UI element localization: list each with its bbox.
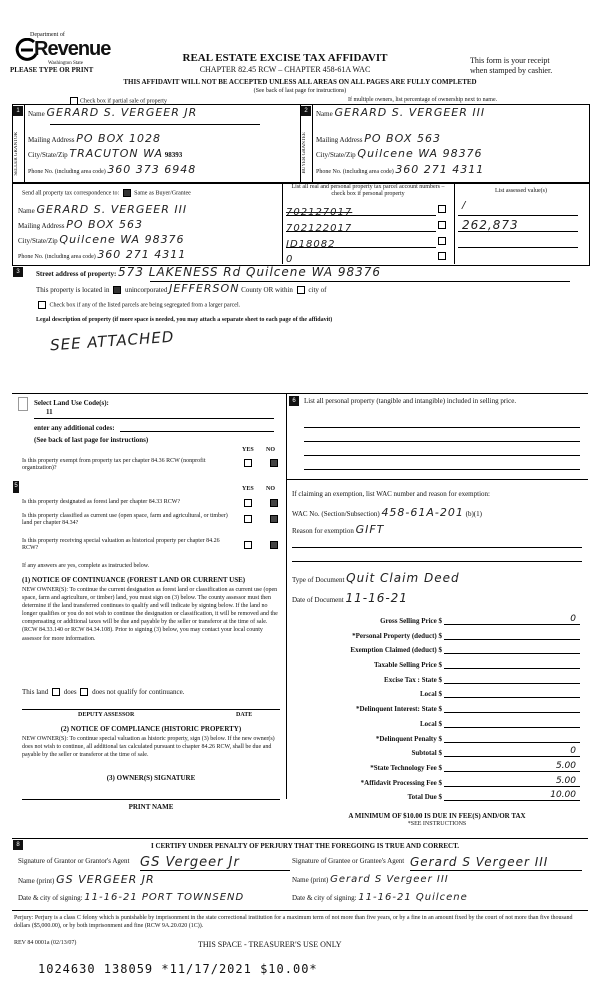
corr-name-field[interactable]: GERARD S. VERGEER III — [36, 203, 188, 216]
fee-value[interactable] — [444, 658, 580, 669]
corr-phone-field[interactable]: 360 271 4311 — [97, 248, 187, 261]
exempt-yes-checkbox[interactable] — [244, 459, 252, 467]
parcel-number[interactable]: 702122017 — [286, 223, 353, 234]
fee-value[interactable] — [444, 643, 580, 654]
wac-field[interactable]: 458-61A-201 — [381, 506, 464, 519]
seller-city-field[interactable]: TRACUTON WA — [69, 147, 163, 160]
parcels-label: List all real and personal property tax parcel account numbers – check box if personal property — [291, 184, 445, 197]
segregated-row — [36, 301, 240, 309]
fee-label: *Delinquent Interest: State $ — [355, 705, 442, 714]
personal-property-checkbox[interactable] — [438, 237, 446, 245]
segregated-label: Check box if any of the listed parcels are being segregated from a larger parcel. — [49, 302, 241, 309]
buyer-phone-label: Phone No. (including area code) — [316, 169, 394, 175]
corr-phone-row — [18, 248, 187, 261]
fee-row — [292, 687, 582, 702]
assessed-value-mark: / — [462, 200, 467, 211]
qualify-label: qualify for continuance. — [117, 688, 185, 696]
perjury-notice: Perjury: Perjury is a class C felony which is punishable by imprisonment in the state correctional institution for a maximum term of not more than five years, or by a fine in an amount fixed by the court of not more than five thousand dollars ($5,000.00), or by both imprisonment and fine (RCW 9A.20.020 (1C)). — [14, 915, 573, 929]
see-instructions: *SEE INSTRUCTIONS — [407, 821, 467, 827]
current-use-no-checkbox[interactable] — [270, 515, 278, 523]
parcel-number[interactable]: ID18082 — [286, 239, 336, 250]
landuse-yes-header: YES — [242, 447, 254, 453]
notice-continuance-body: NEW OWNER(S): To continue the current designation as forest land or classification as current use (open space, farm and agriculture, or timber) land, you must sign on (3) below. The county assessor must then determine if the land transferred continues to qualify and will indicate by signing below. If the land no longer qualifies or you do not wish to continue the designation or classification, it will be removed and the compensating or additional taxes will be due and payable by the seller or transferor at the time of sale. (RCW 84.33.140 or RCW 84.34.108). Prior to signing (3) below, you may contact your local county assessor for more information. — [22, 587, 278, 642]
forest-question: Is this property designated as forest land per chapter 84.33 RCW? — [22, 499, 181, 505]
fee-value[interactable] — [444, 732, 580, 743]
corr-city-row — [18, 233, 185, 246]
corr-name-label: Name — [18, 207, 35, 215]
exempt-question: Is this property exempt from property tax per chapter 84.36 RCW (nonprofit organization)? — [22, 458, 206, 471]
seller-phone-field[interactable]: 360 373 6948 — [107, 163, 197, 176]
landuse-no-header: NO — [266, 447, 275, 453]
grantee-date-field[interactable]: 11-16-21 Quilcene — [358, 892, 468, 903]
seller-name-row — [28, 106, 296, 119]
does-label: does — [63, 688, 77, 696]
notice-compliance-body: NEW OWNER(S): To continue special valuation as historic property, sign (3) below. If the new owner(s) does not wish to continue, all additional tax calculated pursuant to chapter 84.26 RCW, shall be due and payable by the seller or transferor at the time of sale. — [22, 736, 275, 758]
fee-value[interactable]: 0 — [444, 746, 580, 757]
grantor-date-row — [18, 894, 244, 902]
fee-label: *Affidavit Processing Fee $ — [360, 778, 442, 787]
receipt-note-2: when stamped by cashier. — [470, 66, 553, 75]
corr-name-row — [18, 203, 188, 216]
same-as-buyer-checkbox[interactable] — [123, 189, 131, 197]
fee-label: Subtotal $ — [411, 749, 442, 758]
fee-label: *State Technology Fee $ — [370, 763, 442, 772]
unincorporated-label: unincorporated — [124, 286, 168, 294]
assessed-label: List assessed value(s) — [495, 188, 547, 194]
fee-row — [292, 790, 582, 805]
fee-table — [292, 614, 582, 805]
corr-city-field[interactable]: Quilcene WA 98376 — [59, 233, 185, 246]
grantor-date-field[interactable]: 11-16-21 PORT TOWNSEND — [84, 892, 245, 903]
section-6-badge: 6 — [289, 396, 299, 406]
grantor-date-label: Date & city of signing: — [18, 894, 83, 902]
cashier-stamp: 1024630 138059 *11/17/2021 $10.00* — [38, 962, 318, 976]
fee-value[interactable] — [444, 702, 580, 713]
does-checkbox[interactable] — [52, 688, 60, 696]
current-use-question: Is this property classified as current use (open space, farm and agricultural, or timber) land per chapter 84.34? — [22, 513, 228, 526]
grantee-name-row — [292, 876, 449, 884]
corr-addr-label: Mailing Address — [18, 222, 65, 230]
parcel-number[interactable]: 702127017 — [286, 207, 353, 218]
receipt-note-1: This form is your receipt — [470, 56, 550, 65]
sec5-no-header: NO — [266, 486, 275, 492]
seeback-text: (See back of last page for instructions) — [253, 88, 347, 94]
certify-statement: I CERTIFY UNDER PENALTY OF PERJURY THAT THE FOREGOING IS TRUE AND CORRECT. — [150, 842, 459, 850]
doctype-label: Type of Document — [292, 576, 345, 584]
deputy-assessor-label: DEPUTY ASSESSOR — [78, 712, 135, 718]
this-land-label: This land — [22, 688, 49, 696]
does-not-checkbox[interactable] — [80, 688, 88, 696]
fee-row — [292, 776, 582, 791]
county-label: County OR within — [241, 286, 293, 294]
buyer-addr-row — [316, 132, 441, 145]
please-type-label: PLEASE TYPE OR PRINT — [10, 66, 94, 74]
wac-sub-field[interactable]: (b)(1) — [465, 510, 482, 518]
buyer-city-field[interactable]: Quilcene WA 98376 — [357, 147, 483, 160]
fee-row — [292, 761, 582, 776]
fee-value[interactable]: 5.00 — [444, 761, 580, 772]
fee-value[interactable] — [444, 717, 580, 728]
fee-value[interactable] — [444, 673, 580, 684]
grantee-sig-label: Signature of Grantee or Grantee's Agent — [292, 857, 405, 865]
fee-row — [292, 673, 582, 688]
personal-property-label: List all personal property (tangible and intangible) included in selling price. — [304, 397, 517, 405]
seller-addr-row — [28, 132, 161, 145]
buyer-phone-field[interactable]: 360 271 4311 — [395, 163, 485, 176]
exempt-no-checkbox[interactable] — [270, 459, 278, 467]
section-4-marker — [18, 397, 28, 411]
partial-sale-label: Check box if partial sale of property — [80, 98, 167, 105]
personal-property-checkbox[interactable] — [438, 205, 446, 213]
seller-zip-field[interactable]: 98393 — [164, 151, 183, 159]
fee-value[interactable] — [444, 687, 580, 698]
does-not-label: does not — [92, 688, 116, 696]
corr-city-label: City/State/Zip — [18, 237, 58, 245]
historic-yes-checkbox[interactable] — [244, 541, 252, 549]
assessed-value[interactable]: 262,873 — [462, 218, 519, 232]
reason-label: Reason for exemption — [292, 527, 354, 535]
buyer-name-field[interactable]: GERARD S. VERGEER III — [334, 106, 486, 119]
notice-continuance-title: (1) NOTICE OF CONTINUANCE (FOREST LAND OR CURRENT USE) — [22, 576, 246, 584]
buyer-phone-row — [316, 163, 485, 176]
fee-label: Excise Tax : State $ — [384, 675, 442, 684]
corr-addr-row — [18, 218, 143, 231]
grantee-date-row — [292, 894, 468, 902]
section-8-badge: 8 — [13, 840, 23, 850]
grantee-signature[interactable]: Gerard S Vergeer III — [410, 855, 549, 869]
form-chapter: CHAPTER 82.45 RCW – CHAPTER 458-61A WAC — [199, 65, 371, 74]
fee-label: Taxable Selling Price $ — [374, 661, 442, 670]
docdate-field[interactable]: 11-16-21 — [345, 591, 408, 605]
buyer-name-row — [316, 106, 584, 119]
parcel-row — [286, 234, 452, 248]
section-5-badge: 5 — [13, 481, 19, 493]
grantee-date-label: Date & city of signing: — [292, 894, 357, 902]
fee-row — [292, 614, 582, 629]
dept-label: Department of — [30, 32, 65, 38]
located-label: This property is located in — [36, 286, 110, 294]
grantor-name-row — [18, 873, 155, 886]
notice-compliance-title: (2) NOTICE OF COMPLIANCE (HISTORIC PROPERTY) — [60, 725, 242, 733]
grantor-signature[interactable]: GS Vergeer Jr — [140, 855, 240, 870]
landuse-seeback: (See back of last page for instructions) — [34, 436, 149, 444]
section-2-badge: 2 — [301, 106, 311, 116]
docdate-row — [292, 591, 408, 605]
sec5-yes-header: YES — [242, 486, 254, 492]
fee-row — [292, 732, 582, 747]
parcel-row — [286, 249, 452, 263]
street-label: Street address of property: — [36, 270, 117, 278]
corr-phone-label: Phone No. (including area code) — [18, 254, 96, 260]
fee-label: Local $ — [420, 719, 442, 728]
fee-label: *Personal Property (deduct) $ — [352, 631, 442, 640]
grantee-name-field[interactable]: Gerard S Vergeer III — [330, 874, 449, 885]
landuse-code[interactable]: 11 — [46, 408, 53, 416]
buyer-city-label: City/State/Zip — [316, 151, 356, 159]
city-of-label: city of — [308, 286, 327, 294]
seller-city-row — [28, 147, 183, 160]
forest-no-checkbox[interactable] — [270, 499, 278, 507]
street-field[interactable]: 573 LAKENESS Rd Quilcene WA 98376 — [118, 265, 382, 279]
wac-label: WAC No. (Section/Subsection) — [292, 510, 380, 518]
reason-row — [292, 523, 385, 536]
buyer-addr-label: Mailing Address — [316, 136, 363, 144]
continuance-row — [22, 688, 184, 696]
exemption-instruction: If claiming an exemption, list WAC number and reason for exemption: — [292, 490, 490, 498]
same-as-buyer-label: Same as Buyer/Grantee — [134, 190, 191, 197]
grantor-name-label: Name (print) — [18, 877, 55, 885]
fee-label: Total Due $ — [407, 793, 442, 802]
street-row — [36, 265, 382, 279]
buyer-side-label: BUYER GRANTEE — [302, 132, 307, 174]
section-1-badge: 1 — [13, 106, 23, 116]
parcel-row — [286, 218, 452, 232]
legal-description-field[interactable]: SEE ATTACHED — [49, 327, 175, 355]
multiple-owners-note: If multiple owners, list percentage of ownership next to name. — [348, 97, 498, 103]
fee-value[interactable]: 0 — [444, 614, 580, 625]
fee-row — [292, 746, 582, 761]
city-checkbox[interactable] — [297, 286, 305, 294]
correspondence-label: Send all property tax correspondence to: — [22, 190, 120, 197]
fee-row — [292, 643, 582, 658]
landuse-label: Select Land Use Code(s): — [34, 399, 109, 407]
fee-label: Exemption Claimed (deduct) $ — [350, 646, 442, 655]
fee-row — [292, 629, 582, 644]
form-title: REAL ESTATE EXCISE TAX AFFIDAVIT — [182, 52, 388, 64]
seller-phone-row — [28, 163, 197, 176]
grantee-name-label: Name (print) — [292, 876, 329, 884]
personal-property-checkbox[interactable] — [438, 252, 446, 260]
fee-label: Local $ — [420, 690, 442, 699]
parcel-number[interactable]: 0 — [286, 254, 294, 265]
revenue-wordmark: Revenue — [34, 38, 111, 60]
located-row — [36, 282, 327, 295]
warning-text: THIS AFFIDAVIT WILL NOT BE ACCEPTED UNLESS ALL AREAS ON ALL PAGES ARE FULLY COMPLETED — [123, 78, 477, 86]
unincorporated-checkbox[interactable] — [113, 286, 121, 294]
seller-city-label: City/State/Zip — [28, 151, 68, 159]
wac-row — [292, 506, 482, 519]
forest-yes-checkbox[interactable] — [244, 499, 252, 507]
fee-row — [292, 717, 582, 732]
personal-property-checkbox[interactable] — [438, 221, 446, 229]
if-any-yes: If any answers are yes, complete as instructed below. — [22, 563, 150, 569]
fee-label: Gross Selling Price $ — [380, 617, 442, 625]
seller-phone-label: Phone No. (including area code) — [28, 169, 106, 175]
fee-value[interactable]: 10.00 — [444, 790, 580, 801]
owner-signature-label: (3) OWNER(S) SIGNATURE — [106, 774, 196, 782]
legal-description-label: Legal description of property (if more space is needed, you may attach a separate sheet to each page of the affidavit) — [36, 317, 333, 323]
buyer-name-label: Name — [316, 110, 333, 118]
rev-number: REV 84 0001a (02/13/07) — [14, 940, 77, 946]
fee-row — [292, 658, 582, 673]
seller-addr-field[interactable]: PO BOX 1028 — [76, 132, 161, 145]
seller-name-field[interactable]: GERARD S. VERGEER JR — [46, 106, 198, 119]
current-use-yes-checkbox[interactable] — [244, 515, 252, 523]
additional-codes-label: enter any additional codes: — [34, 424, 115, 432]
docdate-label: Date of Document — [292, 596, 344, 604]
historic-no-checkbox[interactable] — [270, 541, 278, 549]
correspondence-label-row — [22, 189, 191, 197]
doctype-field[interactable]: Quit Claim Deed — [346, 571, 460, 585]
seller-side-label: SELLER GRANTOR — [14, 132, 19, 176]
print-name-label: PRINT NAME — [128, 803, 174, 811]
fee-row — [292, 702, 582, 717]
doctype-row — [292, 571, 460, 585]
fee-value[interactable]: 5.00 — [444, 776, 580, 787]
grantor-sig-label: Signature of Grantor or Grantor's Agent — [18, 857, 130, 865]
buyer-addr-field[interactable]: PO BOX 563 — [364, 132, 441, 145]
county-field[interactable]: JEFFERSON — [169, 282, 240, 295]
buyer-city-row — [316, 147, 483, 160]
treasurer-use: THIS SPACE - TREASURER'S USE ONLY — [198, 940, 342, 949]
deputy-date-label: DATE — [236, 712, 253, 718]
parcel-row — [286, 202, 452, 216]
seller-addr-label: Mailing Address — [28, 136, 75, 144]
corr-addr-field[interactable]: PO BOX 563 — [66, 218, 143, 231]
section-3-badge: 3 — [13, 267, 23, 277]
state-label: Washington State — [48, 61, 84, 66]
reason-field[interactable]: GIFT — [355, 523, 385, 536]
fee-value[interactable] — [444, 629, 580, 640]
historic-question: Is this property receiving special valuation as historical property per chapter 84.26 RCW? — [22, 538, 220, 551]
segregated-checkbox[interactable] — [38, 301, 46, 309]
fee-label: *Delinquent Penalty $ — [375, 734, 442, 743]
minimum-fee-note: A MINIMUM OF $10.00 IS DUE IN FEE(S) AND/OR TAX — [348, 812, 526, 820]
grantor-name-field[interactable]: GS VERGEER JR — [56, 873, 155, 886]
seller-name-label: Name — [28, 110, 45, 118]
